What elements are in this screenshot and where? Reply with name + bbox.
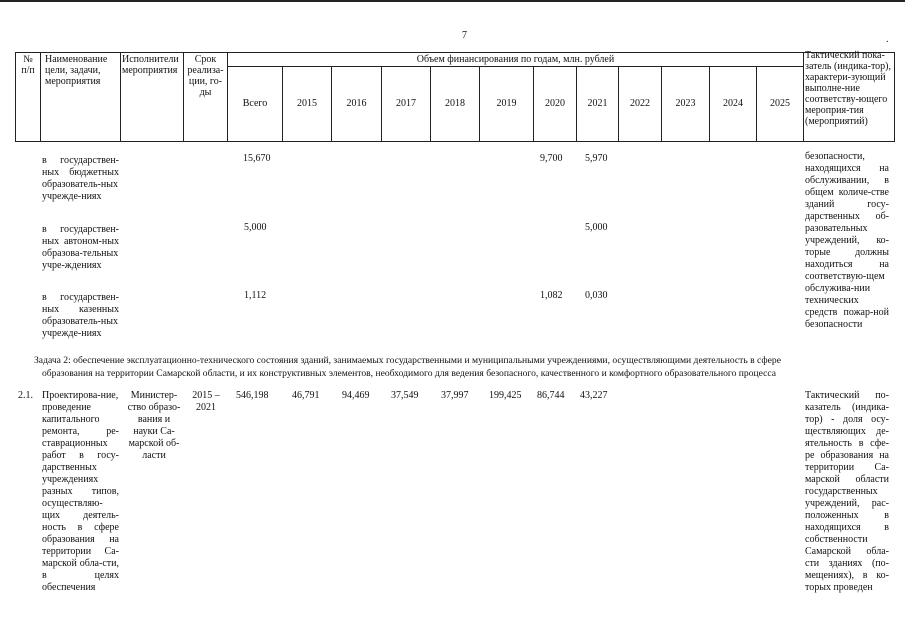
year-2016-header: 2016: [346, 98, 367, 109]
year-2017-header: 2017: [396, 98, 416, 109]
page-number: 7: [462, 30, 467, 41]
funding-subheader-line: [227, 66, 803, 67]
item21-2020: 86,744: [537, 390, 565, 401]
indicator-continued-text: безопасности, находящихся на обслуживании, в общем количе-стве зданий госу-дарственных об-разовательных учреждений, ко-торые должны находиться на соответствую-щем обслужива-нии технических средств пожар-ной безопасности: [805, 151, 889, 330]
item21-executor: Министер-ство образо-вания и науки Са-марской об-ласти: [127, 390, 181, 461]
item21-indicator: Тактический по-казатель (индика-тор) - доля осу-ществляющих де-ятельность в сфе-ре образования на территории Са-марской области государственных учреждений, рас-положенных в находящихся в собственности Самарской обла-сти зданиях (по-мещениях), в ко-торых проведен: [805, 390, 889, 593]
year-2018-header: 2018: [445, 98, 465, 109]
year-2022-header: 2022: [630, 98, 650, 109]
header-bottom-border: [15, 141, 895, 142]
item21-name: Проектирова-ние, проведение капитального ремонта, ре-ставрационных работ в госу-дарственных учреждениях разных типов, осуществляю-щих деятель-ность в сфере образования на территории Са-марской обла-сти, в целях обеспечения: [42, 390, 119, 593]
col-indicator-header: Тактический пока-затель (индика-тор), характери-зующий выполне-ние соответству-ющего мероприя-тия (мероприятий): [805, 50, 892, 127]
task2-line1: Задача 2: обеспечение эксплуатационно-технического состояния зданий, занимаемых государственными и муниципальными учреждениями, осуществляющими деятельность в сфере: [34, 355, 781, 366]
vline: [803, 52, 804, 142]
vline: [227, 52, 228, 142]
year-2023-header: 2023: [675, 98, 696, 109]
col-name-header: Наименование цели, задачи, мероприятия: [45, 54, 108, 87]
item21-2021: 43,227: [580, 390, 608, 401]
row-autonomous-2021: 5,000: [585, 222, 608, 233]
row-state-2020: 1,082: [540, 290, 563, 301]
item21-2015: 46,791: [292, 390, 320, 401]
item21-2018: 37,997: [441, 390, 469, 401]
year-2024-header: 2024: [723, 98, 743, 109]
row-autonomous-total: 5,000: [244, 222, 267, 233]
row-budget-total: 15,670: [243, 153, 271, 164]
col-term-header: Срок реализа-ции, го-ды: [187, 54, 224, 98]
item21-2017: 37,549: [391, 390, 419, 401]
vline: [120, 52, 121, 142]
row-budget-2021: 5,970: [585, 153, 608, 164]
col-total-header: Всего: [242, 98, 268, 109]
item21-2016: 94,469: [342, 390, 370, 401]
year-2020-header: 2020: [545, 98, 565, 109]
row-state-2021: 0,030: [585, 290, 608, 301]
item21-number: 2.1.: [18, 390, 33, 401]
row-state-total: 1,112: [244, 290, 267, 301]
vline: [40, 52, 41, 142]
vline: [894, 52, 895, 142]
year-2025-header: 2025: [770, 98, 790, 109]
corner-mark: .: [886, 34, 889, 45]
item21-term: 2015 – 2021: [192, 390, 220, 413]
item21-total: 546,198: [236, 390, 269, 401]
header-top-border: [15, 52, 895, 53]
table-header: [15, 52, 895, 142]
row-autonomous-name: в государствен-ных автоном-ных образова-тельных учре-ждениях: [42, 224, 119, 271]
row-budget-name: в государствен-ных бюджетных образователь-ных учрежде-ниях: [42, 155, 119, 202]
task2-line2: образования на территории Самарской области, и их конструктивных элементов, необходимого для ведения безопасного, качественного и комфортного образовательного процесса: [42, 368, 777, 379]
year-2021-header: 2021: [587, 98, 608, 109]
item21-2019: 199,425: [489, 390, 522, 401]
year-2015-header: 2015: [297, 98, 317, 109]
col-executor-header: Исполнители мероприятия: [122, 54, 179, 76]
year-2019-header: 2019: [496, 98, 517, 109]
col-number-header: № п/п: [21, 54, 35, 76]
row-budget-2020: 9,700: [540, 153, 563, 164]
col-funding-header: Объем финансирования по годам, млн. рублей: [416, 54, 615, 65]
top-rule: [0, 0, 905, 2]
row-state-name: в государствен-ных казенных образователь-ных учрежде-ниях: [42, 292, 119, 339]
